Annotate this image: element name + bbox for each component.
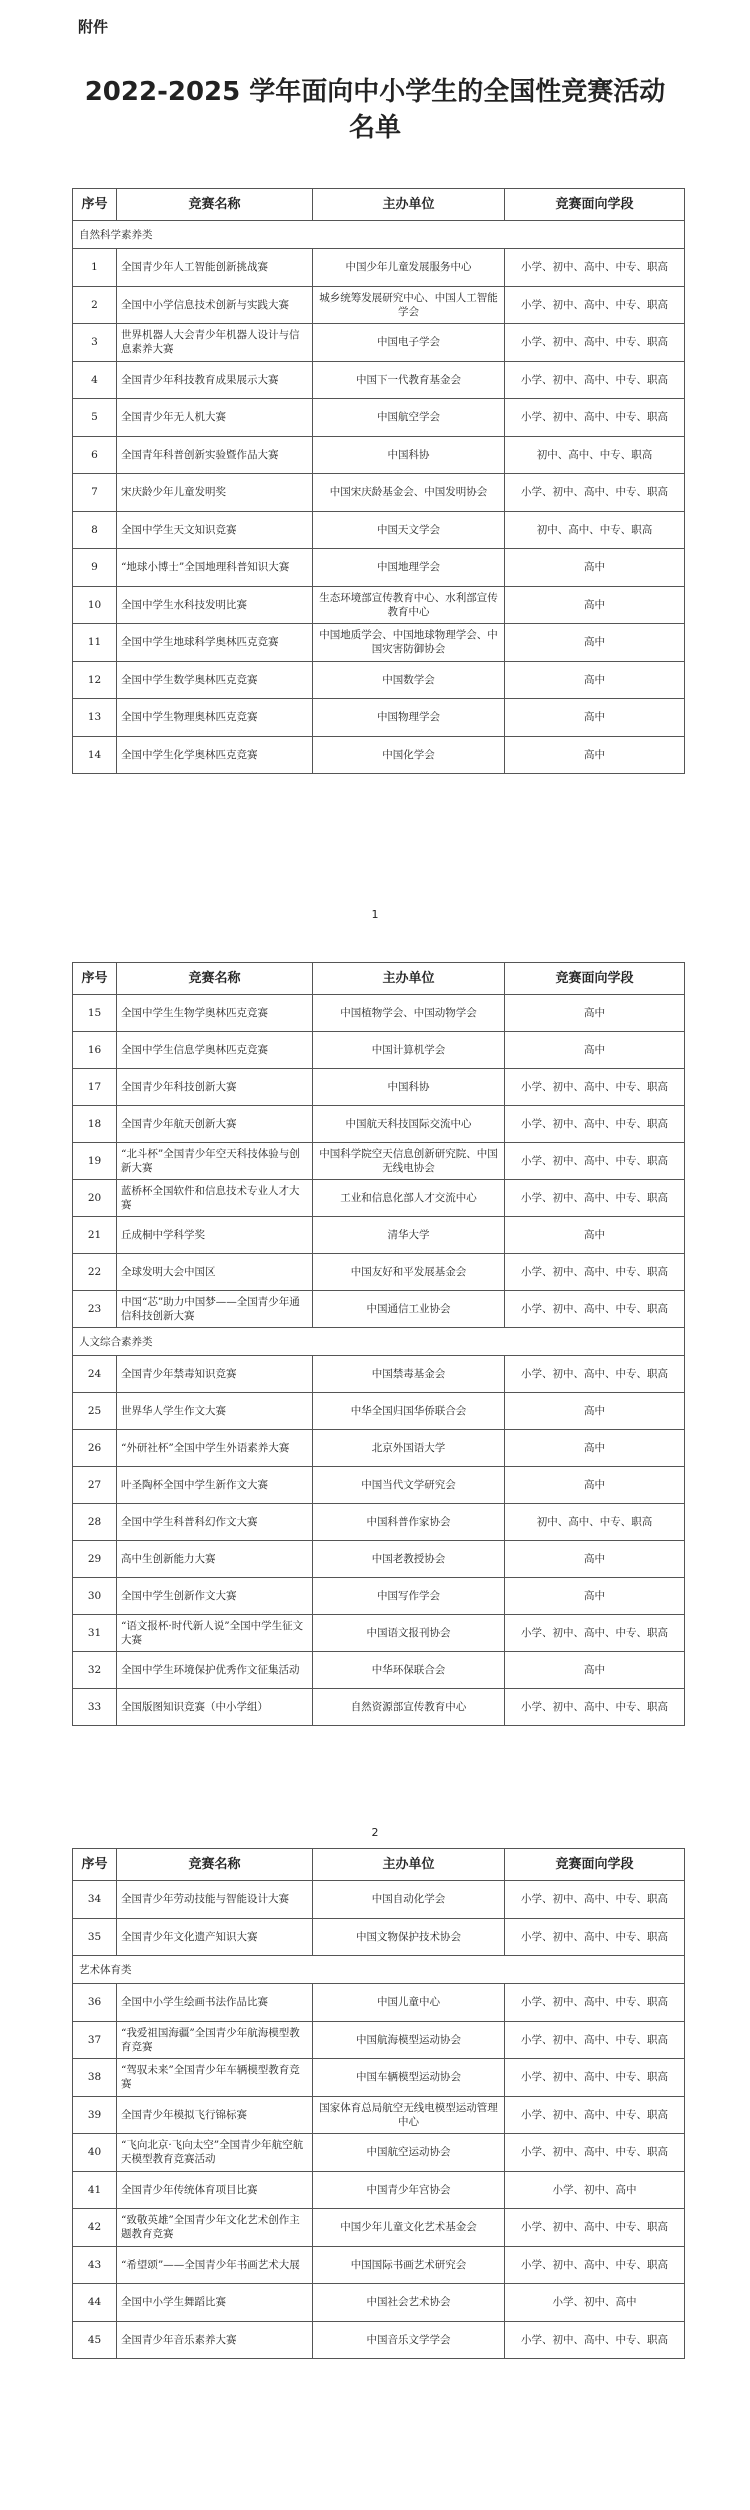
competition-name: 全国中小学信息技术创新与实践大赛 (117, 286, 313, 324)
row-number: 10 (73, 586, 117, 624)
row-number: 19 (73, 1143, 117, 1180)
organizer: 中国科学院空天信息创新研究院、中国无线电协会 (313, 1143, 505, 1180)
table-row (73, 1254, 685, 1291)
row-number: 17 (73, 1069, 117, 1106)
table-row (73, 1541, 685, 1578)
school-level: 初中、高中、中专、职高 (505, 1504, 685, 1541)
competition-name: 全国中学生水科技发明比赛 (117, 586, 313, 624)
row-number: 25 (73, 1393, 117, 1430)
table-row (73, 1689, 685, 1726)
row-number: 43 (73, 2246, 117, 2284)
row-number: 18 (73, 1106, 117, 1143)
organizer: 中国航海模型运动协会 (313, 2021, 505, 2059)
competition-name: 全国青少年科技教育成果展示大赛 (117, 361, 313, 399)
organizer: 中国语文报刊协会 (313, 1615, 505, 1652)
table-row (73, 1143, 685, 1180)
organizer: 中国自动化学会 (313, 1881, 505, 1919)
table-row (73, 1578, 685, 1615)
row-number: 1 (73, 249, 117, 287)
organizer: 中国写作学会 (313, 1578, 505, 1615)
row-number: 45 (73, 2321, 117, 2359)
table-row (73, 661, 685, 699)
table-row (73, 2321, 685, 2359)
row-number: 36 (73, 1984, 117, 2022)
school-level: 高中 (505, 1541, 685, 1578)
competition-name: 高中生创新能力大赛 (117, 1541, 313, 1578)
row-number: 28 (73, 1504, 117, 1541)
competition-name: 全国中学生环境保护优秀作文征集活动 (117, 1652, 313, 1689)
school-level: 小学、初中、高中、中专、职高 (505, 2059, 685, 2097)
school-level: 小学、初中、高中、中专、职高 (505, 2096, 685, 2134)
organizer: 北京外国语大学 (313, 1430, 505, 1467)
category-row (73, 1956, 685, 1984)
school-level: 小学、初中、高中 (505, 2171, 685, 2209)
row-number: 44 (73, 2284, 117, 2322)
table-row (73, 511, 685, 549)
table-row (73, 1032, 685, 1069)
school-level: 初中、高中、中专、职高 (505, 436, 685, 474)
table-row (73, 586, 685, 624)
organizer: 中国国际书画艺术研究会 (313, 2246, 505, 2284)
school-level: 小学、初中、高中、中专、职高 (505, 399, 685, 437)
organizer: 城乡统筹发展研究中心、中国人工智能学会 (313, 286, 505, 324)
organizer: 中国老教授协会 (313, 1541, 505, 1578)
row-number: 7 (73, 474, 117, 512)
organizer: 中国化学会 (313, 736, 505, 774)
school-level: 小学、初中、高中、中专、职高 (505, 1918, 685, 1956)
organizer: 工业和信息化部人才交流中心 (313, 1180, 505, 1217)
table-row (73, 324, 685, 362)
school-level: 高中 (505, 1467, 685, 1504)
category-row (73, 1328, 685, 1356)
competition-name: 蓝桥杯全国软件和信息技术专业人才大赛 (117, 1180, 313, 1217)
row-number: 12 (73, 661, 117, 699)
competition-name: 世界华人学生作文大赛 (117, 1393, 313, 1430)
row-number: 24 (73, 1356, 117, 1393)
table-row (73, 1106, 685, 1143)
organizer: 中华全国归国华侨联合会 (313, 1393, 505, 1430)
school-level: 高中 (505, 1032, 685, 1069)
competition-name: “外研社杯”全国中学生外语素养大赛 (117, 1430, 313, 1467)
header-name: 竞赛名称 (117, 1849, 313, 1881)
school-level: 小学、初中、高中 (505, 2284, 685, 2322)
table-row (73, 549, 685, 587)
competition-name: 全国青少年人工智能创新挑战赛 (117, 249, 313, 287)
row-number: 32 (73, 1652, 117, 1689)
competition-name: 中国“芯”助力中国梦——全国青少年通信科技创新大赛 (117, 1291, 313, 1328)
competition-name: “致敬英雄”全国青少年文化艺术创作主题教育竞赛 (117, 2209, 313, 2247)
table-row (73, 1652, 685, 1689)
table-header-row (73, 189, 685, 221)
organizer: 中国科协 (313, 436, 505, 474)
competition-name: 全国青少年劳动技能与智能设计大赛 (117, 1881, 313, 1919)
competition-name: 宋庆龄少年儿童发明奖 (117, 474, 313, 512)
school-level: 小学、初中、高中、中专、职高 (505, 361, 685, 399)
competition-name: 全国中学生天文知识竞赛 (117, 511, 313, 549)
school-level: 小学、初中、高中、中专、职高 (505, 2246, 685, 2284)
organizer: 中国科普作家协会 (313, 1504, 505, 1541)
header-org: 主办单位 (313, 1849, 505, 1881)
school-level: 小学、初中、高中、中专、职高 (505, 1143, 685, 1180)
organizer: 生态环境部宣传教育中心、水利部宣传教育中心 (313, 586, 505, 624)
organizer: 中国航空运动协会 (313, 2134, 505, 2172)
table-row (73, 1069, 685, 1106)
organizer: 中国科协 (313, 1069, 505, 1106)
row-number: 42 (73, 2209, 117, 2247)
attachment-label: 附件 (78, 18, 109, 36)
competition-name: 世界机器人大会青少年机器人设计与信息素养大赛 (117, 324, 313, 362)
table-row (73, 1180, 685, 1217)
competition-name: 全国版图知识竞赛（中小学组） (117, 1689, 313, 1726)
competition-name: 全国中小学生绘画书法作品比赛 (117, 1984, 313, 2022)
row-number: 39 (73, 2096, 117, 2134)
table-row (73, 736, 685, 774)
organizer: 中国航天科技国际交流中心 (313, 1106, 505, 1143)
table-row (73, 2246, 685, 2284)
competition-name: 全国中学生数学奥林匹克竞赛 (117, 661, 313, 699)
organizer: 中国当代文学研究会 (313, 1467, 505, 1504)
organizer: 中国友好和平发展基金会 (313, 1254, 505, 1291)
table-row (73, 2021, 685, 2059)
competition-name: “北斗杯”全国青少年空天科技体验与创新大赛 (117, 1143, 313, 1180)
table-row (73, 1291, 685, 1328)
competition-name: 全国青少年文化遗产知识大赛 (117, 1918, 313, 1956)
row-number: 15 (73, 995, 117, 1032)
school-level: 高中 (505, 1217, 685, 1254)
header-no: 序号 (73, 189, 117, 221)
competition-name: 全国中学生生物学奥林匹克竞赛 (117, 995, 313, 1032)
table-row (73, 1393, 685, 1430)
competition-name: 全国青少年模拟飞行锦标赛 (117, 2096, 313, 2134)
school-level: 小学、初中、高中、中专、职高 (505, 286, 685, 324)
competition-table (72, 962, 685, 1726)
organizer: 中国电子学会 (313, 324, 505, 362)
school-level: 小学、初中、高中、中专、职高 (505, 2321, 685, 2359)
competition-name: “我爱祖国海疆”全国青少年航海模型教育竞赛 (117, 2021, 313, 2059)
row-number: 33 (73, 1689, 117, 1726)
school-level: 高中 (505, 699, 685, 737)
competition-name: 叶圣陶杯全国中学生新作文大赛 (117, 1467, 313, 1504)
row-number: 37 (73, 2021, 117, 2059)
school-level: 小学、初中、高中、中专、职高 (505, 1069, 685, 1106)
organizer: 中国地理学会 (313, 549, 505, 587)
header-level: 竞赛面向学段 (505, 963, 685, 995)
row-number: 27 (73, 1467, 117, 1504)
competition-name: “希望颂”——全国青少年书画艺术大展 (117, 2246, 313, 2284)
table-row (73, 995, 685, 1032)
page-number: 1 (371, 908, 379, 921)
page-title: 2022-2025 学年面向中小学生的全国性竞赛活动名单 (84, 77, 666, 143)
page-number: 2 (371, 1826, 379, 1839)
row-number: 3 (73, 324, 117, 362)
row-number: 35 (73, 1918, 117, 1956)
school-level: 小学、初中、高中、中专、职高 (505, 2209, 685, 2247)
table-row (73, 1918, 685, 1956)
competition-name: 全国青少年无人机大赛 (117, 399, 313, 437)
organizer: 自然资源部宣传教育中心 (313, 1689, 505, 1726)
school-level: 小学、初中、高中、中专、职高 (505, 1615, 685, 1652)
table-row (73, 1881, 685, 1919)
row-number: 40 (73, 2134, 117, 2172)
table-row (73, 399, 685, 437)
organizer: 中国少年儿童发展服务中心 (313, 249, 505, 287)
table-row (73, 249, 685, 287)
table-row (73, 1217, 685, 1254)
organizer: 中国社会艺术协会 (313, 2284, 505, 2322)
school-level: 小学、初中、高中、中专、职高 (505, 1689, 685, 1726)
competition-name: “地球小博士”全国地理科普知识大赛 (117, 549, 313, 587)
competition-name: 全国中学生信息学奥林匹克竞赛 (117, 1032, 313, 1069)
school-level: 小学、初中、高中、中专、职高 (505, 1984, 685, 2022)
organizer: 中国通信工业协会 (313, 1291, 505, 1328)
school-level: 初中、高中、中专、职高 (505, 511, 685, 549)
row-number: 14 (73, 736, 117, 774)
school-level: 高中 (505, 624, 685, 662)
organizer: 中国天文学会 (313, 511, 505, 549)
row-number: 31 (73, 1615, 117, 1652)
row-number: 9 (73, 549, 117, 587)
competition-name: 丘成桐中学科学奖 (117, 1217, 313, 1254)
school-level: 高中 (505, 736, 685, 774)
school-level: 小学、初中、高中、中专、职高 (505, 1180, 685, 1217)
organizer: 中国计算机学会 (313, 1032, 505, 1069)
school-level: 小学、初中、高中、中专、职高 (505, 2134, 685, 2172)
row-number: 8 (73, 511, 117, 549)
table-row (73, 1615, 685, 1652)
competition-name: 全国中学生创新作文大赛 (117, 1578, 313, 1615)
organizer: 中国儿童中心 (313, 1984, 505, 2022)
school-level: 高中 (505, 1652, 685, 1689)
table-row (73, 1984, 685, 2022)
organizer: 中国数学会 (313, 661, 505, 699)
school-level: 高中 (505, 661, 685, 699)
row-number: 29 (73, 1541, 117, 1578)
competition-name: 全国青年科普创新实验暨作品大赛 (117, 436, 313, 474)
row-number: 13 (73, 699, 117, 737)
row-number: 38 (73, 2059, 117, 2097)
organizer: 中国航空学会 (313, 399, 505, 437)
competition-name: 全国青少年科技创新大赛 (117, 1069, 313, 1106)
competition-name: 全国中学生化学奥林匹克竞赛 (117, 736, 313, 774)
competition-name: 全球发明大会中国区 (117, 1254, 313, 1291)
school-level: 小学、初中、高中、中专、职高 (505, 1881, 685, 1919)
organizer: 中国车辆模型运动协会 (313, 2059, 505, 2097)
header-level: 竞赛面向学段 (505, 189, 685, 221)
competition-name: 全国中学生科普科幻作文大赛 (117, 1504, 313, 1541)
organizer: 中国物理学会 (313, 699, 505, 737)
organizer: 中国少年儿童文化艺术基金会 (313, 2209, 505, 2247)
row-number: 5 (73, 399, 117, 437)
table-row (73, 2284, 685, 2322)
row-number: 21 (73, 1217, 117, 1254)
table-header-row (73, 1849, 685, 1881)
table-row (73, 1430, 685, 1467)
header-no: 序号 (73, 1849, 117, 1881)
organizer: 中国禁毒基金会 (313, 1356, 505, 1393)
table-row (73, 2171, 685, 2209)
table-row (73, 2134, 685, 2172)
category-label: 人文综合素养类 (73, 1328, 685, 1356)
table-row (73, 1504, 685, 1541)
competition-table (72, 1848, 685, 2359)
school-level: 小学、初中、高中、中专、职高 (505, 474, 685, 512)
competition-name: 全国中学生物理奥林匹克竞赛 (117, 699, 313, 737)
organizer: 国家体育总局航空无线电模型运动管理中心 (313, 2096, 505, 2134)
row-number: 26 (73, 1430, 117, 1467)
header-org: 主办单位 (313, 189, 505, 221)
competition-name: 全国青少年禁毒知识竞赛 (117, 1356, 313, 1393)
row-number: 16 (73, 1032, 117, 1069)
header-name: 竞赛名称 (117, 189, 313, 221)
table-row (73, 2209, 685, 2247)
competition-name: 全国中学生地球科学奥林匹克竞赛 (117, 624, 313, 662)
row-number: 11 (73, 624, 117, 662)
competition-name: 全国青少年音乐素养大赛 (117, 2321, 313, 2359)
row-number: 30 (73, 1578, 117, 1615)
table-row (73, 624, 685, 662)
table-row (73, 699, 685, 737)
school-level: 小学、初中、高中、中专、职高 (505, 324, 685, 362)
school-level: 高中 (505, 1578, 685, 1615)
competition-name: 全国青少年航天创新大赛 (117, 1106, 313, 1143)
table-row (73, 474, 685, 512)
school-level: 小学、初中、高中、中专、职高 (505, 1356, 685, 1393)
category-row (73, 221, 685, 249)
row-number: 6 (73, 436, 117, 474)
organizer: 清华大学 (313, 1217, 505, 1254)
competition-name: 全国中小学生舞蹈比赛 (117, 2284, 313, 2322)
organizer: 中华环保联合会 (313, 1652, 505, 1689)
table-header-row (73, 963, 685, 995)
category-label: 艺术体育类 (73, 1956, 685, 1984)
header-org: 主办单位 (313, 963, 505, 995)
row-number: 34 (73, 1881, 117, 1919)
organizer: 中国植物学会、中国动物学会 (313, 995, 505, 1032)
school-level: 小学、初中、高中、中专、职高 (505, 249, 685, 287)
organizer: 中国宋庆龄基金会、中国发明协会 (313, 474, 505, 512)
school-level: 高中 (505, 995, 685, 1032)
organizer: 中国音乐文学学会 (313, 2321, 505, 2359)
table-row (73, 2059, 685, 2097)
table-row (73, 286, 685, 324)
table-row (73, 1356, 685, 1393)
header-no: 序号 (73, 963, 117, 995)
row-number: 23 (73, 1291, 117, 1328)
organizer: 中国文物保护技术协会 (313, 1918, 505, 1956)
row-number: 41 (73, 2171, 117, 2209)
row-number: 20 (73, 1180, 117, 1217)
row-number: 22 (73, 1254, 117, 1291)
school-level: 小学、初中、高中、中专、职高 (505, 1254, 685, 1291)
organizer: 中国地质学会、中国地球物理学会、中国灾害防御协会 (313, 624, 505, 662)
header-level: 竞赛面向学段 (505, 1849, 685, 1881)
row-number: 4 (73, 361, 117, 399)
school-level: 小学、初中、高中、中专、职高 (505, 2021, 685, 2059)
competition-name: “飞向北京·飞向太空”全国青少年航空航天模型教育竞赛活动 (117, 2134, 313, 2172)
school-level: 小学、初中、高中、中专、职高 (505, 1106, 685, 1143)
school-level: 高中 (505, 586, 685, 624)
table-row (73, 2096, 685, 2134)
category-label: 自然科学素养类 (73, 221, 685, 249)
row-number: 2 (73, 286, 117, 324)
organizer: 中国下一代教育基金会 (313, 361, 505, 399)
competition-name: “语文报杯·时代新人说”全国中学生征文大赛 (117, 1615, 313, 1652)
header-name: 竞赛名称 (117, 963, 313, 995)
school-level: 高中 (505, 549, 685, 587)
table-row (73, 436, 685, 474)
table-row (73, 361, 685, 399)
school-level: 高中 (505, 1393, 685, 1430)
organizer: 中国青少年宫协会 (313, 2171, 505, 2209)
school-level: 高中 (505, 1430, 685, 1467)
school-level: 小学、初中、高中、中专、职高 (505, 1291, 685, 1328)
table-row (73, 1467, 685, 1504)
competition-name: “驾驭未来”全国青少年车辆模型教育竞赛 (117, 2059, 313, 2097)
competition-name: 全国青少年传统体育项目比赛 (117, 2171, 313, 2209)
competition-table (72, 188, 685, 774)
